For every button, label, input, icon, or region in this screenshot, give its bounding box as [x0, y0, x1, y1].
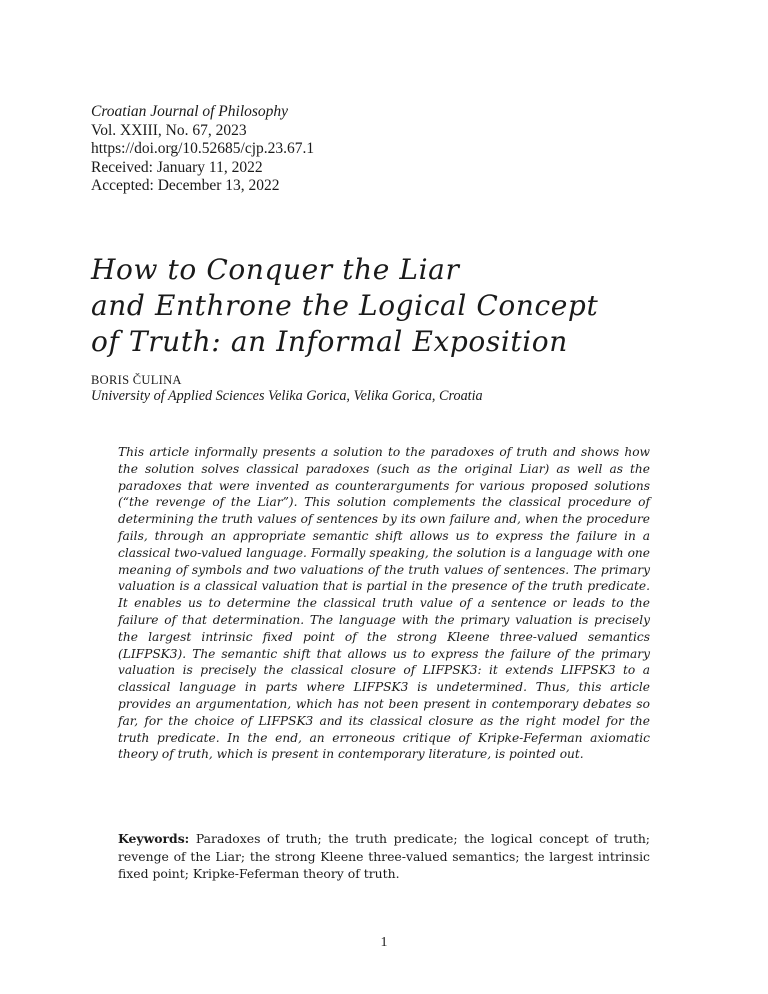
keywords-label: Keywords: — [118, 831, 190, 846]
volume-info: Vol. XXIII, No. 67, 2023 — [91, 121, 247, 139]
title-line-1: How to Conquer the Liar — [91, 253, 460, 286]
title-line-3: of Truth: an Informal Exposition — [91, 325, 568, 358]
journal-header — [91, 103, 314, 196]
accepted-date: Accepted: December 13, 2022 — [91, 177, 280, 194]
author-name: BORIS ČULINA — [91, 373, 182, 387]
keywords — [118, 830, 650, 883]
title-line-2: and Enthrone the Logical Concept — [91, 289, 599, 322]
page-number: 1 — [380, 935, 388, 950]
journal-name: Croatian Journal of Philosophy — [91, 103, 289, 120]
received-date: Received: January 11, 2022 — [91, 158, 263, 176]
keywords-text: Paradoxes of truth; the truth predicate; the logical concept of truth; revenge of the Liar; the strong Kleene three-valued semantics; the largest intrinsic fixed point; Kripke-Feferman theory of truth. — [118, 831, 650, 881]
author-affiliation: University of Applied Sciences Velika Gorica, Velika Gorica, Croatia — [91, 388, 483, 404]
doi-link[interactable]: https://doi.org/10.52685/cjp.23.67.1 — [91, 140, 315, 157]
abstract: This article informally presents a solution to the paradoxes of truth and shows how the solution solves classical paradoxes (such as the original Liar) as well as the paradoxes that were invented as counterarguments for various proposed solutions (“the revenge of the Liar”). This solution complements the classical procedure of determining the truth values of sentences by its own failure and, when the procedure fails, through an appropriate semantic shift allows us to express the failure in a classical two-valued language. Formally speaking, the solution is a language with one meaning of symbols and two valuations of the truth values of sentences. The primary valuation is a classical valuation that is partial in the presence of the truth predicate. It enables us to determine the classical truth value of a sentence or leads to the failure of that determination. The language with the primary valuation is precisely the largest intrinsic fixed point of the strong Kleene three-valued semantics (LIFPSK3). The semantic shift that allows us to express the failure of the primary valuation is precisely the classical closure of LIFPSK3: it extends LIFPSK3 to a classical language in parts where LIFPSK3 is undetermined. Thus, this article provides an argumentation, which has not been present in contemporary debates so far, for the choice of LIFPSK3 and its classical closure as the right model for the truth predicate. In the end, an erroneous critique of Kripke-Feferman axiomatic theory of truth, which is present in contemporary literature, is pointed out. — [118, 445, 650, 762]
article-title — [91, 252, 598, 360]
